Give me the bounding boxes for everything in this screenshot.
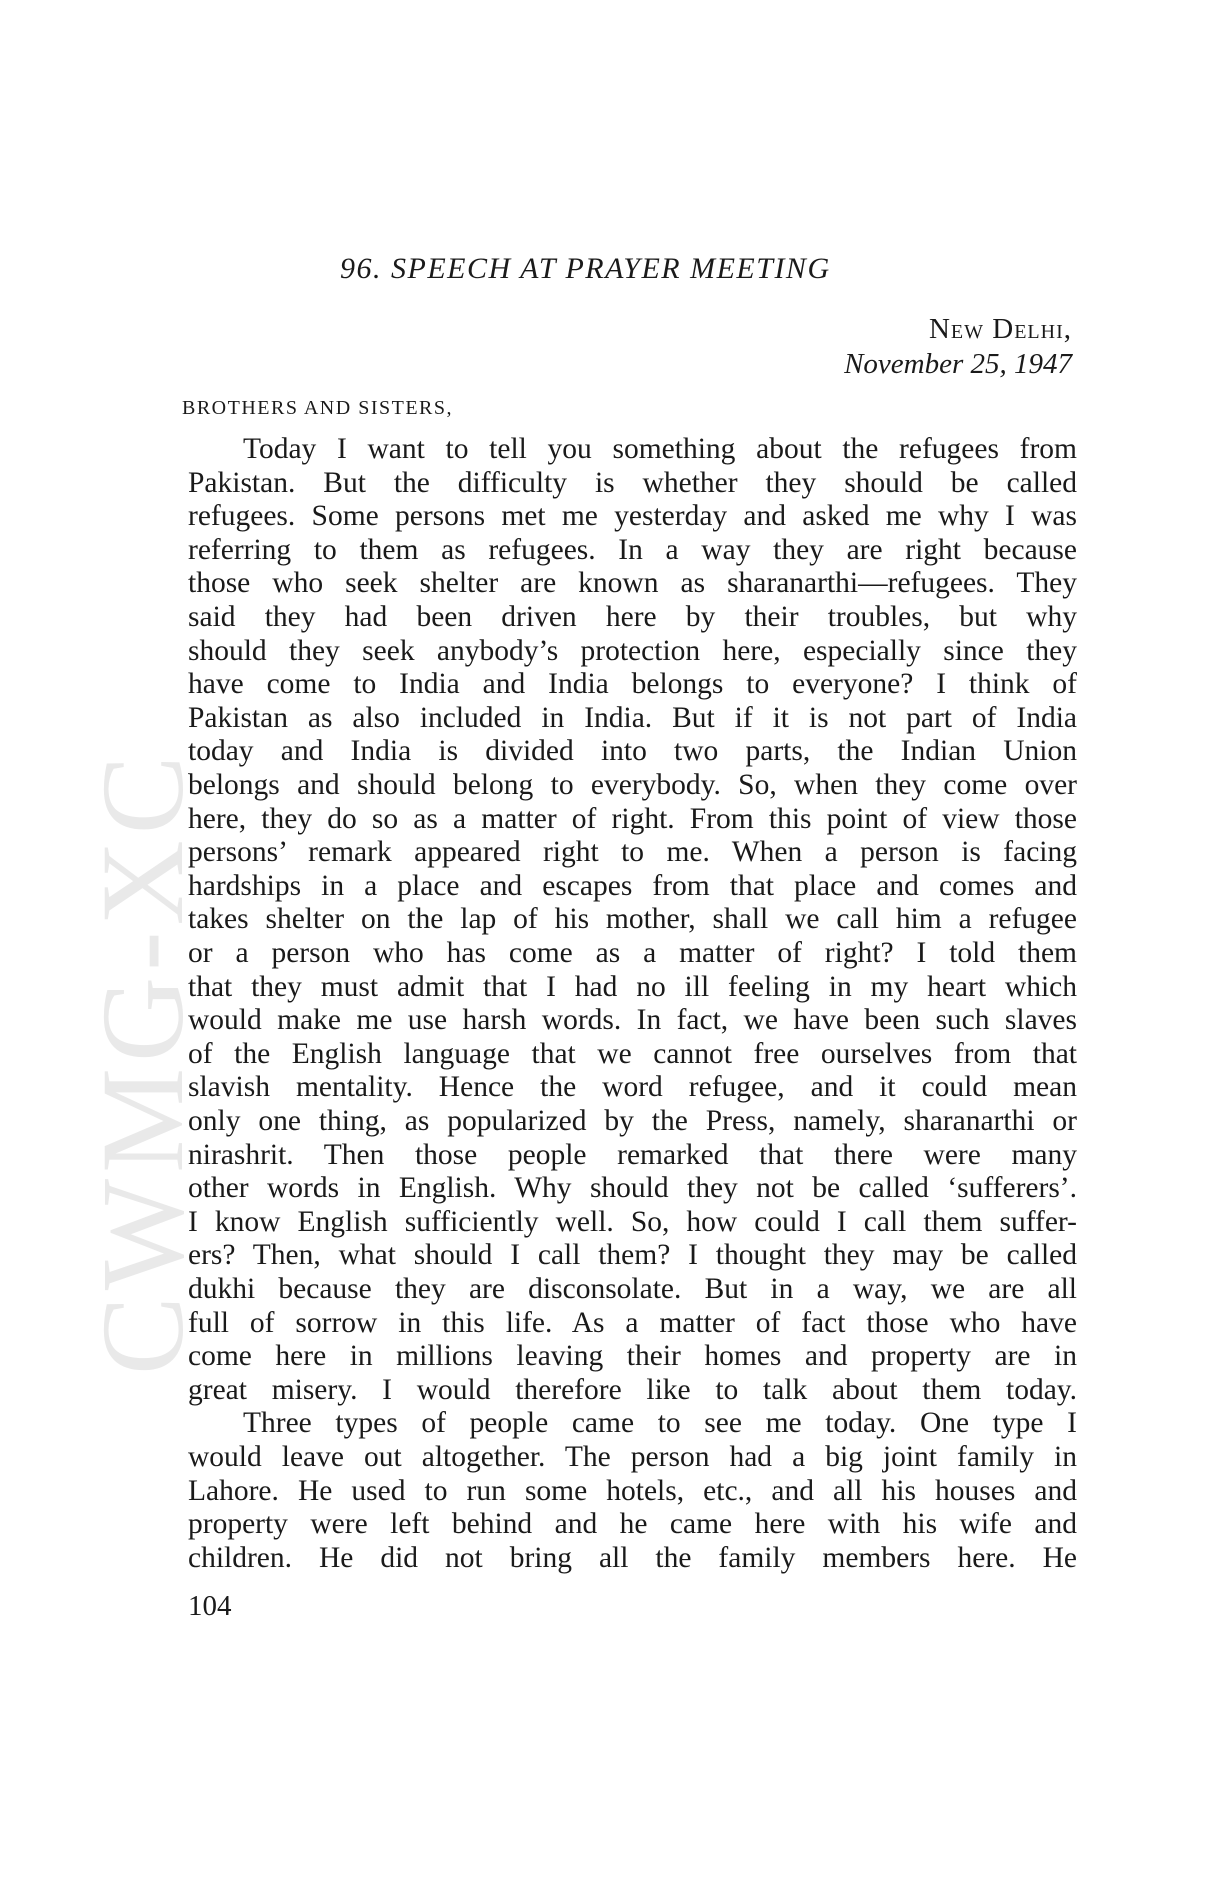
text-line: should they seek anybody’s protection here, especially since they	[188, 634, 1077, 667]
text-line: would leave out altogether. The person had a big joint family in	[188, 1441, 1077, 1473]
text-line: children. He did not bring all the family members here. He	[188, 1541, 1077, 1574]
text-line: would make me use harsh words. In fact, we have been such slaves	[188, 1004, 1077, 1037]
watermark-text: CWMG-XC	[77, 749, 208, 1375]
text-line: of the English language that we cannot free ourselves from that	[188, 1037, 1077, 1070]
text-line: or a person who has come as a matter of right? I told them	[188, 937, 1077, 969]
text-line: here, they do so as a matter of right. From this point of view those	[188, 802, 1077, 835]
text-line: belongs and should belong to everybody. So, when they come over	[188, 769, 1077, 801]
text-line: ers? Then, what should I call them? I thought they may be called	[188, 1239, 1077, 1272]
text-line: hardships in a place and escapes from that place and comes and	[188, 869, 1077, 902]
text-line: great misery. I would therefore like to talk about them today.	[188, 1373, 1077, 1406]
text-line: come here in millions leaving their homes and property are in	[188, 1340, 1077, 1373]
text-line: Today I want to tell you something about the refugees from	[243, 433, 1077, 465]
text-line: Lahore. He used to run some hotels, etc., and all his houses and	[188, 1474, 1077, 1507]
text-line: only one thing, as popularized by the Press, namely, sharanarthi or	[188, 1105, 1077, 1137]
text-line: have come to India and India belongs to everyone? I think of	[188, 668, 1077, 701]
page-number: 104	[188, 1590, 232, 1622]
text-line: said they had been driven here by their troubles, but why	[188, 601, 1077, 633]
text-line: persons’ remark appeared right to me. When a person is facing	[188, 836, 1077, 869]
text-line: slavish mentality. Hence the word refugee, and it could mean	[188, 1071, 1077, 1104]
text-line: Pakistan as also included in India. But if it is not part of India	[188, 701, 1077, 734]
text-line: nirashrit. Then those people remarked that there were many	[188, 1138, 1077, 1171]
text-line: property were left behind and he came here with his wife and	[188, 1508, 1077, 1541]
text-line: those who seek shelter are known as sharanarthi—refugees. They	[188, 567, 1077, 600]
text-line: refugees. Some persons met me yesterday and asked me why I was	[188, 500, 1077, 533]
text-line: Three types of people came to see me today. One type I	[243, 1407, 1077, 1440]
text-line: today and India is divided into two parts, the Indian Union	[188, 735, 1077, 768]
text-line: dukhi because they are disconsolate. But in a way, we are all	[188, 1273, 1077, 1305]
text-line: full of sorrow in this life. As a matter of fact those who have	[188, 1306, 1077, 1339]
text-line: referring to them as refugees. In a way they are right because	[188, 533, 1077, 566]
salutation: BROTHERS AND SISTERS,	[182, 397, 453, 419]
text-line: that they must admit that I had no ill feeling in my heart which	[188, 970, 1077, 1003]
text-line: takes shelter on the lap of his mother, shall we call him a refugee	[188, 903, 1077, 936]
text-line: I know English sufficiently well. So, how could I call them suffer-	[188, 1205, 1077, 1238]
text-line: Pakistan. But the difficulty is whether they should be called	[188, 466, 1077, 499]
place-line: New Delhi,	[928, 313, 1072, 345]
speech-title: 96. SPEECH AT PRAYER MEETING	[340, 252, 831, 285]
date-line: November 25, 1947	[844, 348, 1072, 380]
text-line: other words in English. Why should they not be called ‘sufferers’.	[188, 1172, 1077, 1205]
